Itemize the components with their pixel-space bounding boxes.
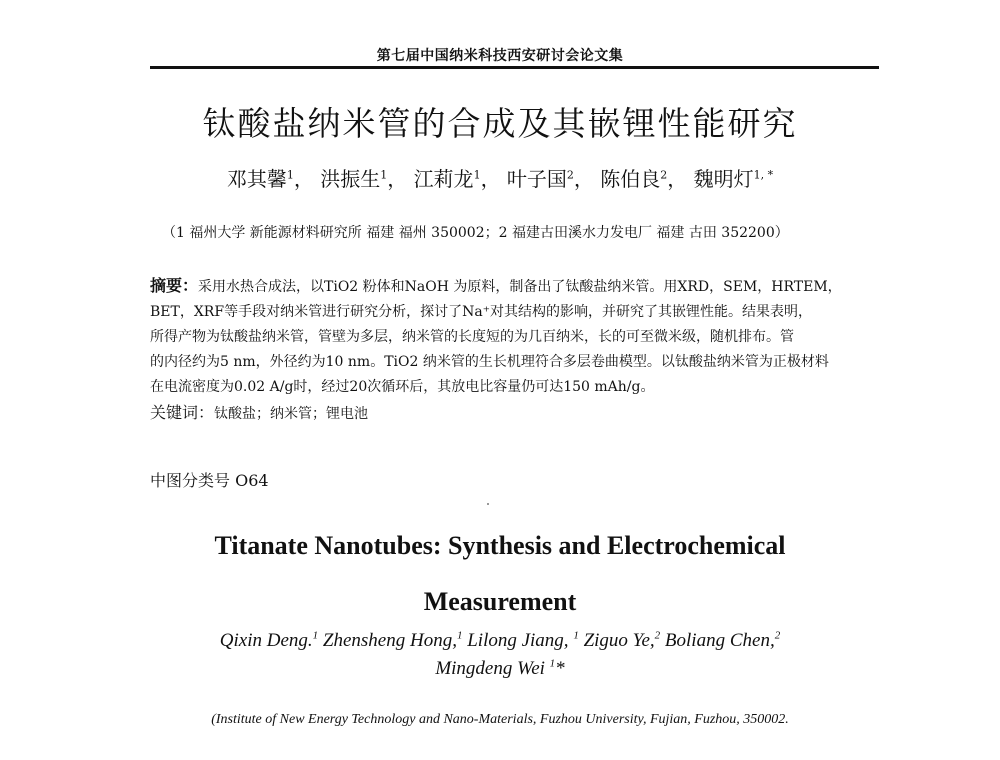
author-cn: 魏明灯$^{1, *}$ [693, 167, 774, 191]
scan-speck [487, 503, 489, 505]
english-title-line-1: Titanate Nanotubes: Synthesis and Electrochemical [214, 531, 786, 560]
author-cn: 邓其馨$^1$ [226, 167, 294, 191]
author-cn: 洪振生$^1$ [320, 167, 388, 191]
header-rule [150, 66, 879, 69]
english-affiliation: (Institute of New Energy Technology and Nano-Materials, Fuzhou University, Fujian, Fuzhou, 350002. [211, 712, 789, 727]
classification-number: 中图分类号 O64 [150, 471, 269, 490]
keywords [150, 400, 879, 427]
author-cn: 陈伯良$^2$ [600, 167, 668, 191]
chinese-title: 钛酸盐纳米管的合成及其嵌锂性能研究 [202, 104, 798, 143]
author-en: Mingdeng Wei $^1$* [435, 658, 565, 680]
english-authors-line-2 [0, 658, 1000, 680]
author-en: Boliang Chen,$^2$ [660, 630, 781, 652]
abstract-line: BET，XRF等手段对纳米管进行研究分析，探讨了Na⁺对其结构的影响，并研究了其嵌锂性能。结果表明， [150, 304, 813, 320]
keywords-text: 钛酸盐；纳米管；锂电池 [214, 406, 369, 422]
abstract [150, 273, 879, 427]
author-en: Lilong Jiang, $^1$ [462, 630, 579, 652]
author-en: Qixin Deng.$^1$ [219, 630, 319, 652]
corresponding-mark: * [555, 658, 565, 680]
abstract-line: 摘要：采用水热合成法，以TiO2 粉体和NaOH 为原料，制备出了钛酸盐纳米管。用XRD，SEM，HRTEM， [150, 276, 842, 295]
author-en: Zhensheng Hong,$^1$ [318, 630, 463, 652]
english-title-line-2: Measurement [423, 587, 577, 616]
chinese-affiliation: （1 福州大学 新能源材料研究所 福建 福州 350002；2 福建古田溪水力发电厂 福建 古田 352200） [162, 225, 789, 241]
author-cn: 江莉龙$^1$ [413, 167, 481, 191]
author-en: Ziguo Ye,$^2$ [578, 630, 661, 652]
author-cn: 叶子国$^2$ [506, 167, 574, 191]
running-header: 第七届中国纳米科技西安研讨会论文集 [376, 48, 624, 64]
abstract-line: 在电流密度为0.02 A/g时，经过20次循环后，其放电比容量仍可达150 mAh/g。 [150, 379, 655, 395]
english-authors-line-1 [0, 630, 1000, 652]
chinese-authors: 邓其馨$^1$， 洪振生$^1$， 江莉龙$^1$， 叶子国$^2$， 陈伯良$^2$， 魏明灯$^{1, *}$ [226, 167, 774, 191]
keywords-label: 关键词： [150, 403, 215, 422]
abstract-label: 摘要： [150, 276, 199, 295]
abstract-line: 所得产物为钛酸盐纳米管，管壁为多层，纳米管的长度短的为几百纳米，长的可至微米级，随机排布。管 [150, 329, 794, 345]
abstract-line: 的内径约为5 nm，外径约为10 nm。TiO2 纳米管的生长机理符合多层卷曲模型。以钛酸盐纳米管为正极材料 [150, 354, 829, 370]
